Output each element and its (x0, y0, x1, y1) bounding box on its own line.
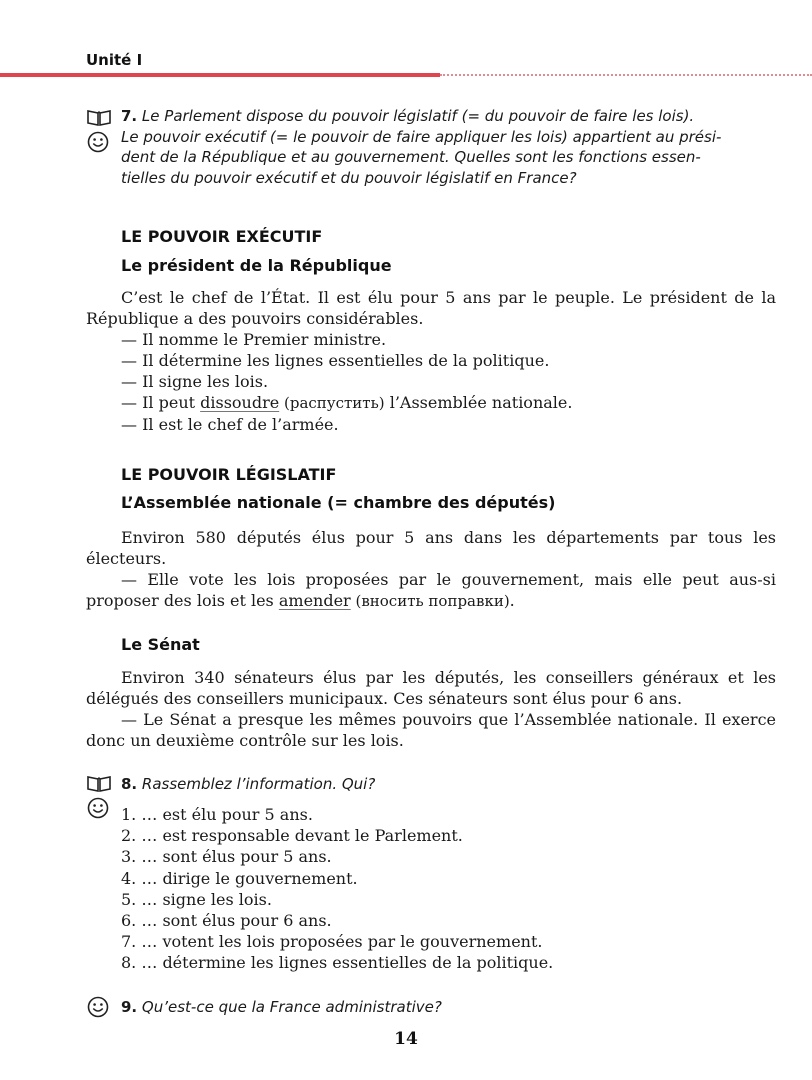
translation-amender: (вносить поправки) (350, 592, 510, 610)
senate-intro: Environ 340 sénateurs élus par les députés, les conseillers généraux et les délégués des conseillers municipaux. Ces sénateurs sont élus pour 6 ans. (86, 668, 776, 708)
header-rule-dotted (440, 74, 812, 76)
president-intro: C’est le chef de l’État. Il est élu pour 5 ans par le peuple. Le président de la République a des pouvoirs considérables. (86, 288, 776, 328)
task-9-prompt: Qu’est-ce que la France administrative? (141, 998, 442, 1016)
assembly-vote (86, 569, 776, 612)
assembly-paragraph (86, 527, 776, 612)
section-heading-executive: LE POUVOIR EXÉCUTIF (121, 227, 323, 246)
task-9 (121, 997, 781, 1018)
smiley-icon (87, 996, 109, 1018)
open-book-icon (86, 108, 112, 126)
list-item: 6. … sont élus pour 6 ans. (121, 911, 332, 931)
section-heading-legislative: LE POUVOIR LÉGISLATIF (121, 465, 337, 484)
list-item: 3. … sont élus pour 5 ans. (121, 847, 332, 867)
smiley-icon (87, 797, 109, 819)
president-power-4 (86, 392, 776, 414)
translation-dissoudre: (распустить) (279, 394, 385, 412)
assembly-intro: Environ 580 députés élus pour 5 ans dans les départements par tous les électeurs. (86, 528, 776, 568)
list-item: 8. … détermine les lignes essentielles de la politique. (121, 953, 554, 973)
term-amender: amender (278, 591, 351, 610)
task-7-line-4: tielles du pouvoir exécutif et du pouvoir législatif en France? (121, 168, 577, 187)
page-number: 14 (394, 1029, 418, 1049)
list-item: 4. … dirige le gouvernement. (121, 868, 358, 888)
task-8-prompt: Rassemblez l’information. Qui? (141, 775, 376, 793)
task-7-line-3: dent de la République et au gouvernement. Quelles sont les fonctions essen- (121, 148, 701, 166)
term-dissoudre: dissoudre (200, 393, 280, 412)
task-7-line-1: Le Parlement dispose du pouvoir législatif (= du pouvoir de faire les lois). (141, 107, 695, 125)
header-rule-red (0, 73, 440, 77)
senate-powers: — Le Sénat a presque les mêmes pouvoirs que l’Assemblée nationale. Il exerce donc un deuxième contrôle sur les lois. (86, 710, 776, 750)
task-7-line-2: Le pouvoir exécutif (= le pouvoir de faire appliquer les lois) appartient au prési- (121, 127, 722, 146)
list-item: 1. … est élu pour 5 ans. (121, 805, 313, 824)
task-8 (121, 774, 781, 795)
president-power-2: — Il détermine les lignes essentielles de la politique. (121, 351, 550, 370)
subheading-president: Le président de la République (121, 256, 392, 275)
vote-before: — Elle vote les lois proposées par le gouvernement, mais elle peut aus-si proposer des lois et les (86, 570, 776, 610)
smiley-icon (87, 131, 109, 153)
president-paragraph (86, 287, 776, 435)
list-item: 5. … signe les lois. (121, 889, 272, 909)
task-8-number: 8. (121, 775, 138, 793)
senate-paragraph (86, 667, 776, 751)
task-7-number: 7. (121, 107, 138, 125)
president-power-3: — Il signe les lois. (121, 372, 269, 391)
list-item: 7. … votent les lois proposées par le gouvernement. (121, 932, 543, 952)
president-power-1: — Il nomme le Premier ministre. (121, 330, 387, 349)
power-4-after: l’Assemblée nationale. (384, 393, 573, 412)
open-book-icon (86, 774, 112, 792)
list-item: 2. … est responsable devant le Parlement. (121, 826, 463, 846)
subheading-senate: Le Sénat (121, 635, 200, 654)
power-4-before: — Il peut (121, 393, 201, 412)
subheading-assembly: L’Assemblée nationale (= chambre des députés) (121, 493, 556, 512)
unit-label: Unité I (86, 51, 143, 69)
task-8-list (121, 804, 553, 974)
task-9-number: 9. (121, 998, 138, 1016)
task-7 (121, 106, 781, 188)
president-power-5: — Il est le chef de l’armée. (121, 415, 339, 434)
vote-after: . (509, 591, 515, 610)
